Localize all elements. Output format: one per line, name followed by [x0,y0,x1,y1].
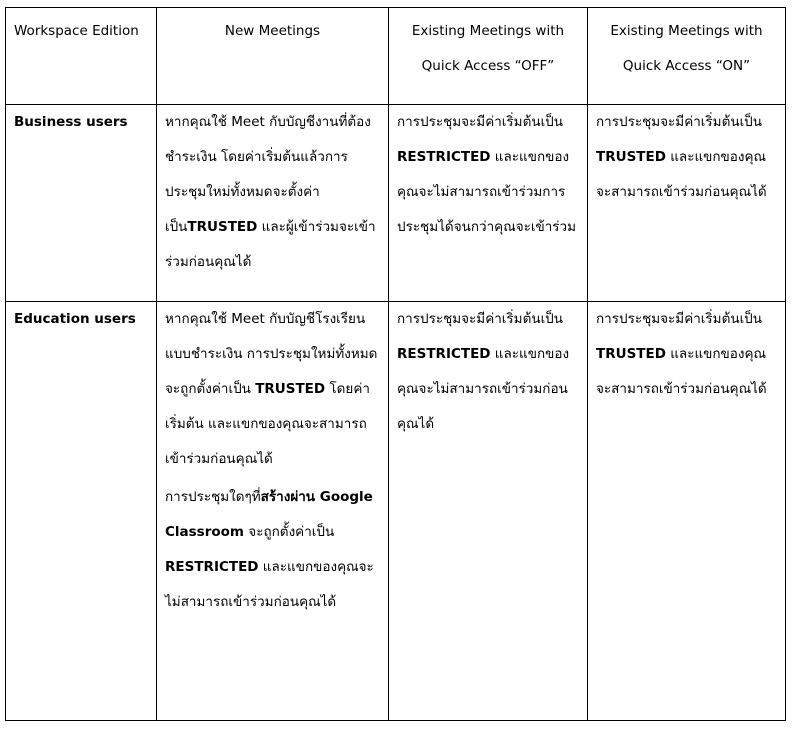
education-new-p2d: RESTRICTED [165,559,259,575]
business-new-b: TRUSTED [187,219,258,235]
header-on-line1: Existing Meetings with [610,23,763,39]
business-off-cell [389,105,588,302]
education-new-p1b: TRUSTED [255,381,326,397]
education-off-text [397,302,579,442]
business-on-a: การประชุมจะมีค่าเริ่มต้นเป็น [596,114,762,130]
header-quick-access-on [588,8,786,105]
header-off-line1: Existing Meetings with [411,23,565,39]
education-off-b: RESTRICTED [397,346,491,362]
business-off-a: การประชุมจะมีค่าเริ่มต้นเป็น [397,114,563,130]
education-users-label: Education users [14,311,136,327]
header-new-text: New Meetings [224,23,321,39]
education-new-paragraph-1 [165,302,380,477]
education-off-c: และแขกของคุณจะไม่สามารถเข้าร่วมก่อนคุณได้ [397,346,570,432]
business-on-cell [588,105,786,302]
business-on-b: TRUSTED [596,149,666,165]
meeting-access-table [5,7,786,721]
header-new-meetings [157,8,389,105]
row-label-business [6,105,157,302]
row-label-education [6,302,157,721]
business-new-a: หากคุณใช้ Meet กับบัญชีงานที่ต้องชำระเงิน โดยค่าเริ่มต้นแล้วการประชุมใหม่ทั้งหมดจะตั้งค่าเป็น [165,114,371,235]
business-off-text [397,105,579,245]
education-new-p2c: จะถูกตั้งค่าเป็น [244,524,335,540]
business-new-meetings-cell [157,105,389,302]
education-new-p2e: และแขกของคุณจะไม่สามารถเข้าร่วมก่อนคุณได้ [165,559,374,610]
education-new-p1a: หากคุณใช้ Meet กับบัญชีโรงเรียนแบบชำระเงิน การประชุมใหม่ทั้งหมดจะถูกตั้งค่าเป็น [165,311,378,397]
header-quick-access-off [389,8,588,105]
education-off-cell [389,302,588,721]
business-on-text [596,105,777,210]
education-on-b: TRUSTED [596,346,666,362]
education-on-a: การประชุมจะมีค่าเริ่มต้นเป็น [596,311,762,327]
business-on-c: และแขกของคุณจะสามารถเข้าร่วมก่อนคุณได้ [596,149,767,200]
education-on-text [596,302,777,407]
header-off-line2: Quick Access “OFF” [421,58,555,74]
education-new-p1c: โดยค่าเริ่มต้น และแขกของคุณจะสามารถเข้าร่วมก่อนคุณได้ [165,381,370,467]
table-row [6,105,786,302]
business-new-c: และผู้เข้าร่วมจะเข้าร่วมก่อนคุณได้ [165,219,376,270]
education-on-c: และแขกของคุณจะสามารถเข้าร่วมก่อนคุณได้ [596,346,767,397]
business-off-b: RESTRICTED [397,149,491,165]
table-row [6,302,786,721]
education-new-paragraph-2 [165,480,380,620]
header-row [6,8,786,105]
business-new-text [165,105,380,280]
education-new-meetings-cell [157,302,389,721]
education-new-p2a: การประชุมใดๆที่ [165,489,261,505]
business-off-c: และแขกของคุณจะไม่สามารถเข้าร่วมการประชุมได้จนกว่าคุณจะเข้าร่วม [397,149,577,235]
education-new-p2b: สร้างผ่าน Google Classroom [165,489,373,540]
header-workspace-edition [6,8,157,105]
education-off-a: การประชุมจะมีค่าเริ่มต้นเป็น [397,311,563,327]
business-users-label: Business users [14,114,128,130]
header-edition-text: Workspace Edition [14,23,139,39]
education-on-cell [588,302,786,721]
header-on-line2: Quick Access “ON” [622,58,751,74]
